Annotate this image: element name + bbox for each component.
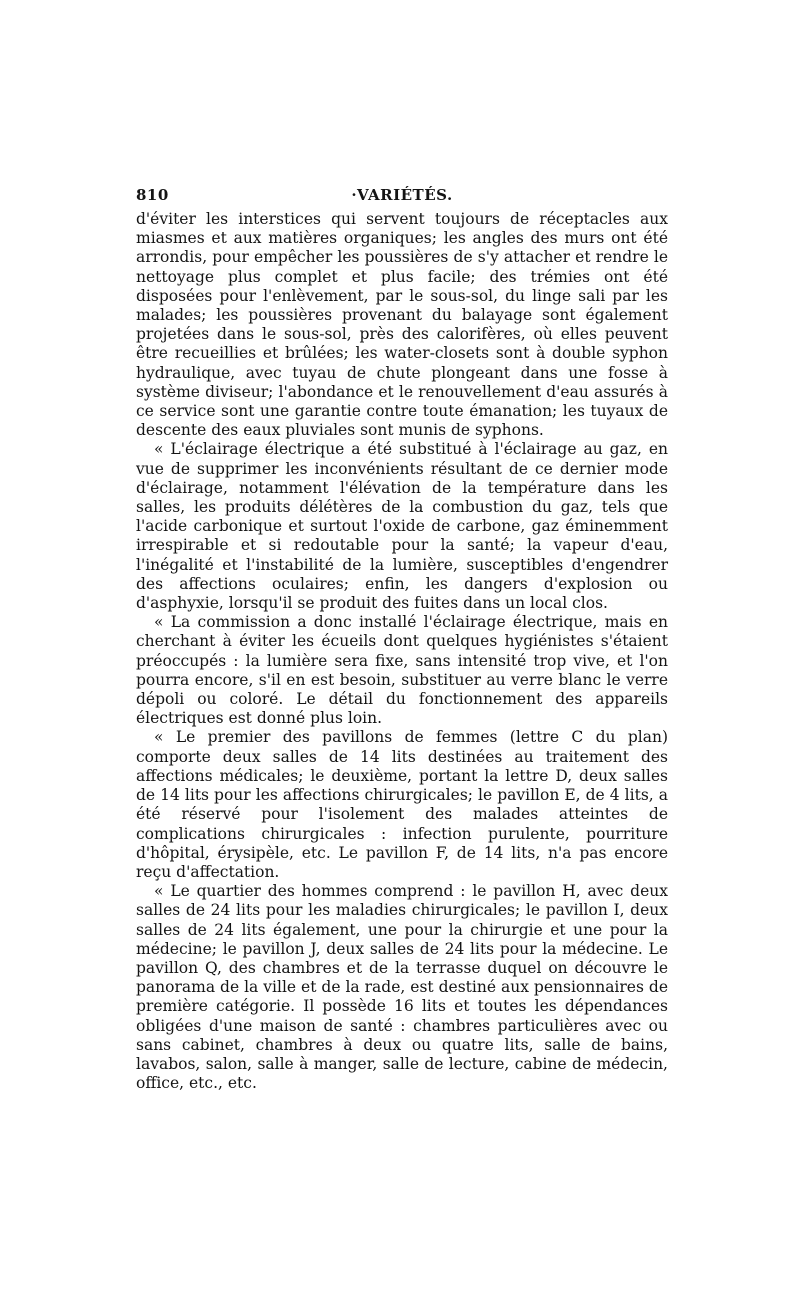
body-text xyxy=(136,210,668,1093)
running-head xyxy=(136,186,668,210)
running-title: ·VARIÉTÉS. xyxy=(351,186,453,204)
page-number: 810 xyxy=(136,186,169,204)
paragraph-electric-lighting: « L'éclairage électrique a été substitué à l'éclairage au gaz, en vue de supprimer les inconvénients résultant de ce dernier mode d'éclairage, notamment l'élévation de la température dans les salles, les produits délétères de la combustion du gaz, tels que l'acide carbonique et surtout l'oxide de carbone, gaz éminemment irrespirable et si redoutable pour la santé; la vapeur d'eau, l'inégalité et l'instabilité de la lumière, susceptibles d'engendrer des affections oculaires; enfin, les dangers d'explosion ou d'asphyxie, lorsqu'il se produit des fuites dans un local clos. xyxy=(136,440,668,613)
paragraph-women-pavilions: « Le premier des pavillons de femmes (lettre C du plan) comporte deux salles de 14 lits destinées au traitement des affections médicales; le deuxième, portant la lettre D, deux salles de 14 lits pour les affections chirurgicales; le pavillon E, de 4 lits, a été réservé pour l'isolement des malades atteintes de complications chirurgicales : infection purulente, pourriture d'hôpital, érysipèle, etc. Le pavillon F, de 14 lits, n'a pas encore reçu d'affectation. xyxy=(136,728,668,881)
paragraph-commission: « La commission a donc installé l'éclairage électrique, mais en cherchant à éviter les écueils dont quelques hygiénistes s'étaient préoccupés : la lumière sera fixe, sans intensité trop vive, et l'on pourra encore, s'il en est besoin, substituer au verre blanc le verre dépoli ou coloré. Le détail du fonctionnement des appareils électriques est donné plus loin. xyxy=(136,613,668,728)
paragraph-men-quarter: « Le quartier des hommes comprend : le pavillon H, avec deux salles de 24 lits pour les maladies chirurgicales; le pavillon I, deux salles de 24 lits également, une pour la chirurgie et une pour la médecine; le pavillon J, deux salles de 24 lits pour la médecine. Le pavillon Q, des chambres et de la terrasse duquel on découvre le panorama de la ville et de la rade, est destiné aux pensionnaires de première catégorie. Il possède 16 lits et toutes les dépendances obligées d'une maison de santé : chambres particulières avec ou sans cabinet, chambres à deux ou quatre lits, salle de bains, lavabos, salon, salle à manger, salle de lecture, cabine de médecin, office, etc., etc. xyxy=(136,882,668,1093)
paragraph-continued: d'éviter les interstices qui servent toujours de réceptacles aux miasmes et aux matières organiques; les angles des murs ont été arrondis, pour empêcher les poussières de s'y attacher et rendre le nettoyage plus complet et plus facile; des trémies ont été disposées pour l'enlèvement, par le sous-sol, du linge sali par les malades; les poussières provenant du balayage sont également projetées dans le sous-sol, près des calorifères, où elles peuvent être recueillies et brûlées; les water-closets sont à double syphon hydraulique, avec tuyau de chute plongeant dans une fosse à système diviseur; l'abondance et le renouvellement d'eau assurés à ce service sont une garantie contre toute émanation; les tuyaux de descente des eaux pluviales sont munis de syphons. xyxy=(136,210,668,440)
book-page xyxy=(136,186,668,1093)
